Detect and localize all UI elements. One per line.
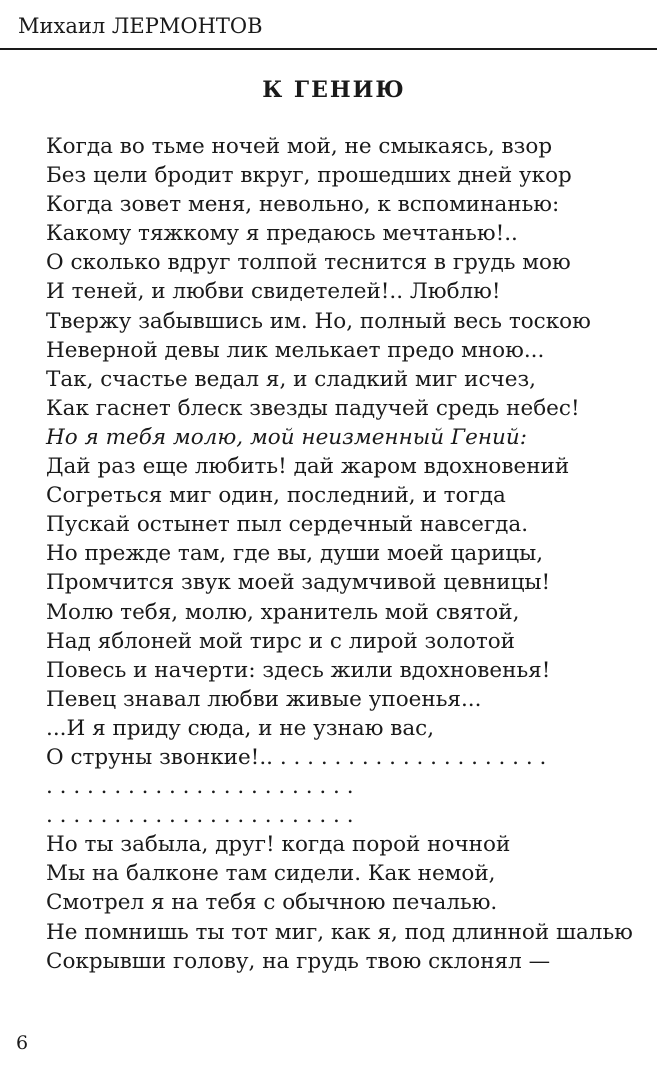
poem-line: Но ты забыла, друг! когда порой ночной <box>46 832 511 858</box>
poem-line: Повесь и начерти: здесь жили вдохновенья! <box>46 657 551 683</box>
poem-line: Смотрел я на тебя с обычною печалью. <box>46 890 498 916</box>
poem-line: Промчится звук моей задумчивой цевницы! <box>46 570 551 596</box>
poem-line: Молю тебя, молю, хранитель мой святой, <box>46 599 520 625</box>
poem-line: Как гаснет блеск звезды падучей средь небес! <box>46 395 580 421</box>
poem-line: Пускай остынет пыл сердечный навсегда. <box>46 512 529 538</box>
page-number: 6 <box>16 1032 29 1054</box>
poem-line: ...И я приду сюда, и не узнаю вас, <box>46 715 435 741</box>
poem-line: Над яблоней мой тирс и с лирой золотой <box>46 628 516 654</box>
poem-line: Не помнишь ты тот миг, как я, под длинной шалью <box>46 919 633 945</box>
poem-line: О струны звонкие!.. . . . . . . . . . . . . . . . . . . . . <box>46 744 547 770</box>
poem-body <box>46 132 633 976</box>
poem-line: Так, счастье ведал я, и сладкий миг исчез, <box>46 366 537 392</box>
running-head-author: Михаил ЛЕРМОНТОВ <box>18 14 263 38</box>
poem-line: Мы на балконе там сидели. Как немой, <box>46 861 496 887</box>
poem-line: Но прежде там, где вы, души моей царицы, <box>46 541 544 567</box>
poem-line: Твержу забывшись им. Но, полный весь тоскою <box>46 308 591 334</box>
poem-line: О сколько вдруг толпой теснится в грудь мою <box>46 250 571 276</box>
poem-title: К ГЕНИЮ <box>262 77 406 103</box>
poem-line: Сокрывши голову, на грудь твою склонял — <box>46 948 551 974</box>
poem-line: Когда зовет меня, невольно, к вспоминанью: <box>46 192 560 218</box>
poem-line: Когда во тьме ночей мой, не смыкаясь, взор <box>46 134 553 159</box>
poem-line: Неверной девы лик мелькает предо мною... <box>46 337 545 363</box>
header-rule <box>0 48 657 50</box>
poem-line: . . . . . . . . . . . . . . . . . . . . . . . <box>46 803 354 829</box>
poem-line: Певец знавал любви живые упоенья... <box>46 686 482 712</box>
poem-line: Но я тебя молю, мой неизменный Гений: <box>46 424 527 450</box>
poem-line: . . . . . . . . . . . . . . . . . . . . . . . <box>46 774 354 800</box>
poem-line: Без цели бродит вкруг, прошедших дней укор <box>46 163 572 189</box>
poem-line: Какому тяжкому я предаюсь мечтанью!.. <box>46 221 518 247</box>
poem-line: Дай раз еще любить! дай жаром вдохновений <box>46 454 570 480</box>
poem-line: Согреться миг один, последний, и тогда <box>46 483 506 509</box>
poem-line: И теней, и любви свидетелей!.. Люблю! <box>46 279 501 305</box>
